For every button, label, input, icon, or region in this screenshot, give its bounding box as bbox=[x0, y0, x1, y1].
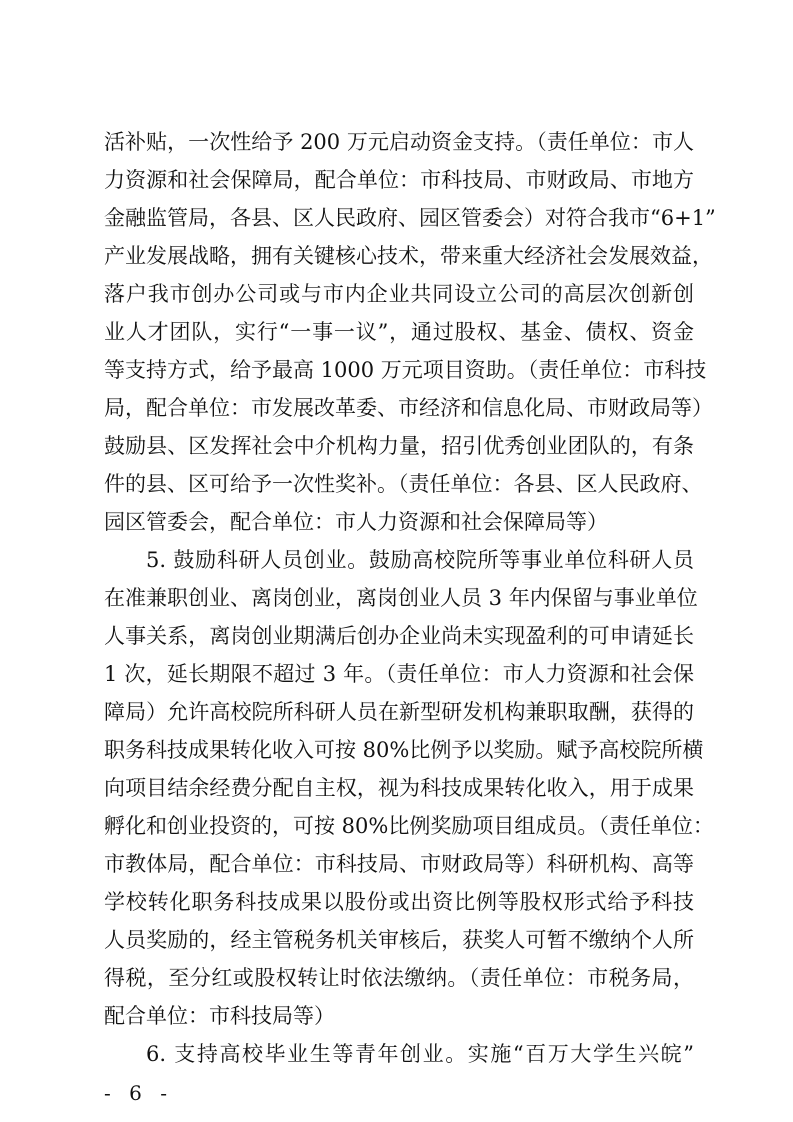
text-line-21: 学校转化职务科技成果以股份或出资比例等股权形式给予科技 bbox=[104, 890, 694, 914]
text-line-3: 金融监管局，各县、区人民政府、园区管委会）对符合我市“6+1” bbox=[104, 206, 716, 230]
text-line-15: 1 次，延长期限不超过 3 年。（责任单位：市人力资源和社会保 bbox=[104, 662, 694, 686]
text-line-7: 等支持方式，给予最高 1000 万元项目资助。（责任单位：市科技 bbox=[104, 358, 707, 382]
text-line-11: 园区管委会，配合单位：市人力资源和社会保障局等） bbox=[104, 510, 608, 534]
text-line-9: 鼓励县、区发挥社会中介机构力量，招引优秀创业团队的，有条 bbox=[104, 434, 694, 458]
text-line-20: 市教体局，配合单位：市科技局、市财政局等）科研机构、高等 bbox=[104, 852, 694, 876]
text-line-1: 活补贴，一次性给予 200 万元启动资金支持。（责任单位：市人 bbox=[104, 130, 694, 154]
text-line-12: 5. 鼓励科研人员创业。鼓励高校院所等事业单位科研人员 bbox=[146, 548, 694, 572]
text-line-6: 业人才团队，实行“一事一议”，通过股权、基金、债权、资金 bbox=[104, 320, 694, 344]
text-line-13: 在准兼职创业、离岗创业，离岗创业人员 3 年内保留与事业单位 bbox=[104, 586, 698, 610]
text-line-23: 得税，至分红或股权转让时依法缴纳。（责任单位：市税务局， bbox=[104, 966, 694, 990]
text-line-25: 6. 支持高校毕业生等青年创业。实施“百万大学生兴皖” bbox=[146, 1042, 694, 1066]
text-line-17: 职务科技成果转化收入可按 80%比例予以奖励。赋予高校院所横 bbox=[104, 738, 704, 762]
text-line-24: 配合单位：市科技局等） bbox=[104, 1004, 335, 1028]
text-line-8: 局，配合单位：市发展改革委、市经济和信息化局、市财政局等） bbox=[104, 396, 713, 420]
text-line-14: 人事关系，离岗创业期满后创办企业尚未实现盈利的可申请延长 bbox=[104, 624, 694, 648]
text-line-10: 件的县、区可给予一次性奖补。（责任单位：各县、区人民政府、 bbox=[104, 472, 703, 496]
text-line-2: 力资源和社会保障局，配合单位：市科技局、市财政局、市地方 bbox=[104, 168, 694, 192]
text-line-4: 产业发展战略，拥有关键核心技术，带来重大经济社会发展效益， bbox=[104, 244, 713, 268]
text-line-18: 向项目结余经费分配自主权，视为科技成果转化收入，用于成果 bbox=[104, 776, 694, 800]
text-line-5: 落户我市创办公司或与市内企业共同设立公司的高层次创新创 bbox=[104, 282, 694, 306]
text-line-16: 障局）允许高校院所科研人员在新型研发机构兼职取酬，获得的 bbox=[104, 700, 694, 724]
text-line-19: 孵化和创业投资的，可按 80%比例奖励项目组成员。（责任单位： bbox=[104, 814, 714, 838]
page-number: - 6 - bbox=[104, 1081, 173, 1105]
text-line-22: 人员奖励的，经主管税务机关审核后，获奖人可暂不缴纳个人所 bbox=[104, 928, 694, 952]
